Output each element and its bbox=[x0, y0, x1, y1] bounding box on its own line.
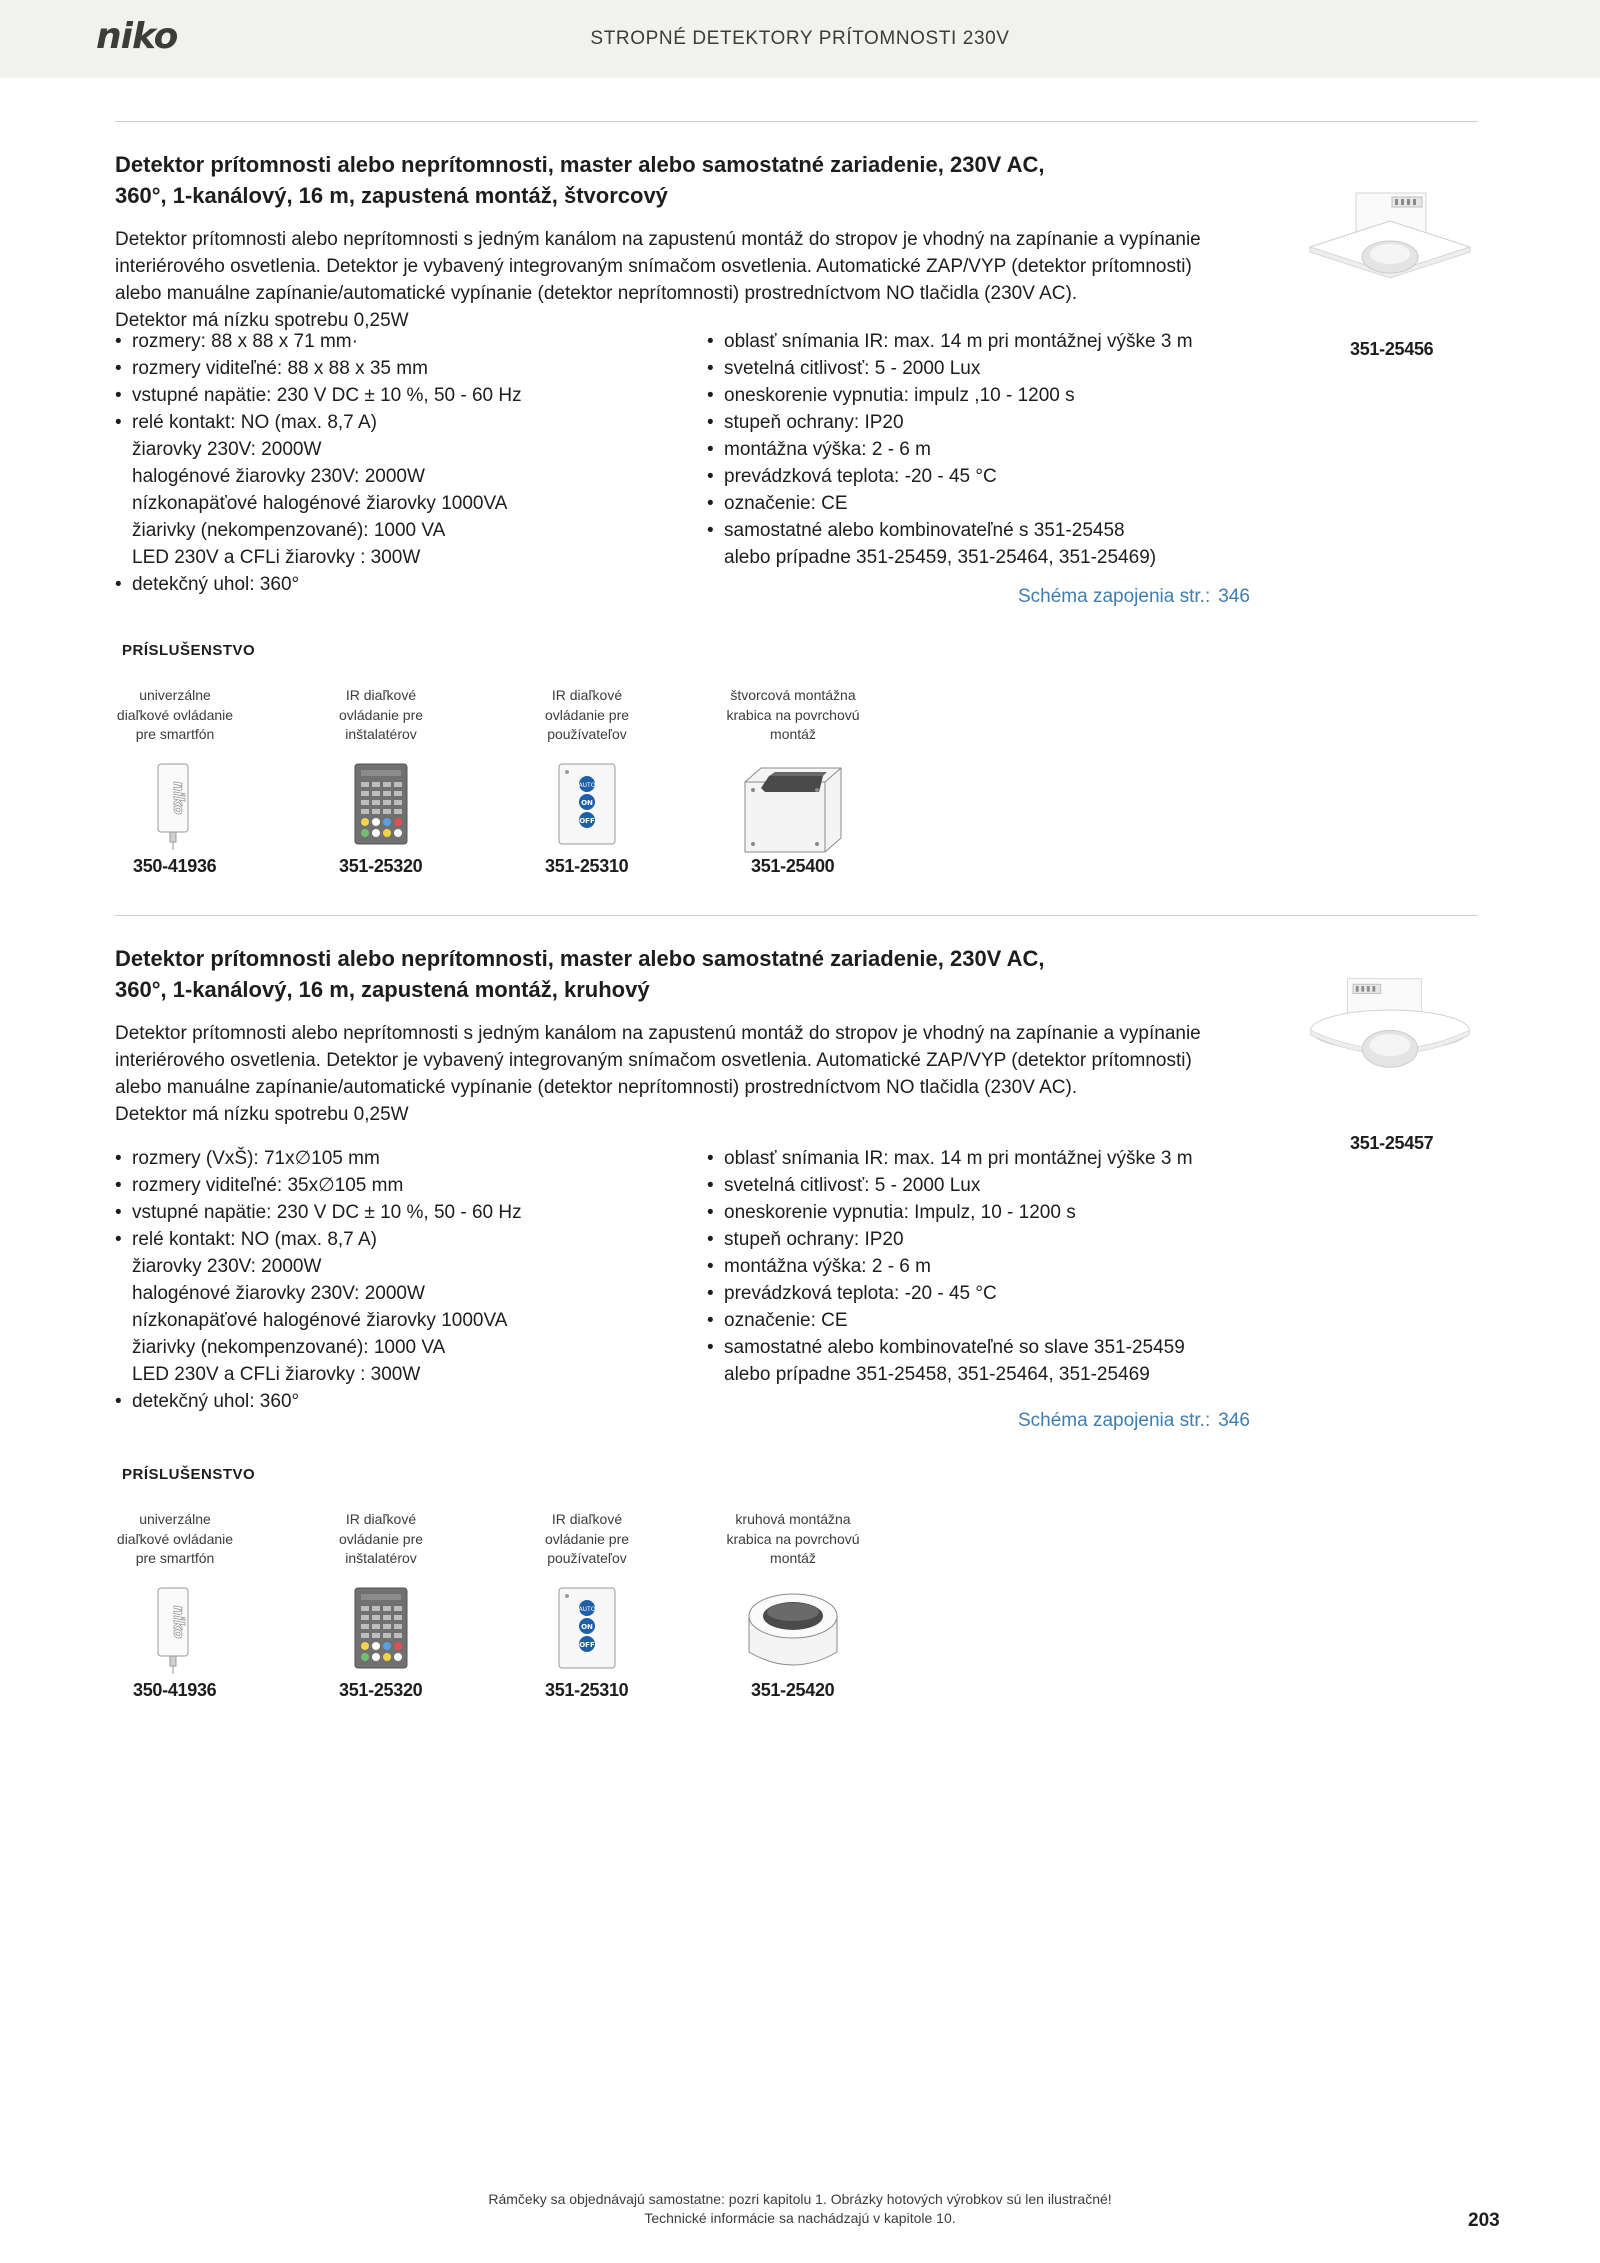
accessory-code: 350-41936 bbox=[133, 856, 217, 876]
accessory-label: IR diaľkové ovládanie pre inštalatérov bbox=[338, 687, 424, 742]
product-code: 351-25456 bbox=[1350, 339, 1434, 359]
product-section-round bbox=[0, 915, 1600, 1735]
spec-item: • rozmery viditeľné: 35x∅105 mm bbox=[115, 1172, 695, 1199]
spec-item: • oneskorenie vypnutia: impulz ,10 - 1200 s bbox=[707, 382, 1267, 409]
schema-page: 346 bbox=[1218, 586, 1250, 607]
page-footer bbox=[0, 2190, 1600, 2228]
page-number: 203 bbox=[1468, 2210, 1500, 2231]
accessory-label: IR diaľkové ovládanie pre používateľov bbox=[544, 1511, 630, 1566]
round-box-icon bbox=[745, 1586, 841, 1676]
spec-list-right bbox=[707, 1145, 1267, 1388]
title-line: Detektor prítomnosti alebo neprítomnosti, master alebo samostatné zariadenie, 230V AC, bbox=[115, 946, 1045, 971]
spec-item: • rozmery (VxŠ): 71x∅105 mm bbox=[115, 1145, 695, 1172]
brand-mark: niko bbox=[170, 781, 186, 815]
product-title bbox=[115, 943, 1215, 1005]
accessory-label: štvorcová montážna krabica na povrchovú montáž bbox=[726, 687, 860, 742]
spec-item: • rozmery: 88 x 88 x 71 mm· bbox=[115, 328, 695, 355]
installer-remote-icon bbox=[353, 1586, 409, 1672]
desc-line: interiérového osvetlenia. Detektor je vybavený integrovaným snímačom osvetlenia. Automatické ZAP/VYP (detektor prítomnosti) bbox=[115, 256, 1192, 277]
accessory-item[interactable] bbox=[497, 686, 677, 876]
footer-note: Rámčeky sa objednávajú samostatne: pozri kapitolu 1. Obrázky hotových výrobkov sú len ilustračné! bbox=[488, 2191, 1112, 2207]
accessory-code: 351-25320 bbox=[339, 1680, 423, 1700]
accessory-label: kruhová montážna krabica na povrchovú montáž bbox=[726, 1511, 860, 1566]
spec-item: • relé kontakt: NO (max. 8,7 A) bbox=[115, 409, 695, 436]
product-section-square bbox=[0, 121, 1600, 941]
spec-item: • oneskorenie vypnutia: Impulz, 10 - 1200 s bbox=[707, 1199, 1267, 1226]
spec-item: • montážna výška: 2 - 6 m bbox=[707, 1253, 1267, 1280]
accessory-item[interactable] bbox=[291, 686, 471, 876]
off-key-label: OFF bbox=[579, 1641, 595, 1649]
spec-item: • vstupné napätie: 230 V DC ± 10 %, 50 - 60 Hz bbox=[115, 1199, 695, 1226]
spec-subitem: žiarivky (nekompenzované): 1000 VA bbox=[132, 1337, 446, 1358]
installer-remote-icon bbox=[353, 762, 409, 848]
spec-item: • samostatné alebo kombinovateľné so slave 351-25459 bbox=[707, 1334, 1267, 1361]
spec-item: • prevádzková teplota: -20 - 45 °C bbox=[707, 1280, 1267, 1307]
spec-subitem: alebo prípadne 351-25458, 351-25464, 351-25469 bbox=[724, 1364, 1150, 1385]
smartphone-remote-icon bbox=[150, 762, 200, 852]
spec-subitem: halogénové žiarovky 230V: 2000W bbox=[132, 466, 425, 487]
spec-subitem: nízkonapäťové halogénové žiarovky 1000VA bbox=[132, 493, 508, 514]
on-key-label: ON bbox=[581, 799, 593, 807]
title-line: 360°, 1-kanálový, 16 m, zapustená montáž, kruhový bbox=[115, 977, 650, 1002]
spec-item: • oblasť snímania IR: max. 14 m pri montážnej výške 3 m bbox=[707, 328, 1267, 355]
spec-list-left bbox=[115, 1145, 695, 1415]
desc-line: alebo manuálne zapínanie/automatické vypínanie (detektor neprítomnosti) prostredníctvom NO tlačidla (230V AC). bbox=[115, 1077, 1078, 1098]
spec-item: • vstupné napätie: 230 V DC ± 10 %, 50 - 60 Hz bbox=[115, 382, 695, 409]
product-description bbox=[115, 1020, 1255, 1128]
spec-item: • stupeň ochrany: IP20 bbox=[707, 409, 1267, 436]
spec-item: • montážna výška: 2 - 6 m bbox=[707, 436, 1267, 463]
user-remote-icon bbox=[557, 1586, 617, 1672]
accessories-title: PRÍSLUŠENSTVO bbox=[122, 1466, 256, 1483]
footer-note: Technické informácie sa nachádzajú v kapitole 10. bbox=[644, 2210, 956, 2226]
spec-item: • detekčný uhol: 360° bbox=[115, 1388, 695, 1415]
auto-key-label: AUTO bbox=[578, 782, 596, 789]
spec-item: • rozmery viditeľné: 88 x 88 x 35 mm bbox=[115, 355, 695, 382]
round-detector-image bbox=[1300, 975, 1480, 1095]
spec-subitem: LED 230V a CFLi žiarovky : 300W bbox=[132, 547, 421, 568]
smartphone-remote-icon bbox=[150, 1586, 200, 1676]
spec-item: • svetelná citlivosť: 5 - 2000 Lux bbox=[707, 1172, 1267, 1199]
off-key-label: OFF bbox=[579, 817, 595, 825]
schema-link[interactable] bbox=[1018, 1410, 1250, 1432]
user-remote-icon bbox=[557, 762, 617, 848]
auto-key-label: AUTO bbox=[578, 1606, 596, 1613]
accessory-item[interactable] bbox=[703, 686, 883, 876]
product-title bbox=[115, 149, 1215, 211]
accessories-title: PRÍSLUŠENSTVO bbox=[122, 642, 256, 659]
spec-item: • prevádzková teplota: -20 - 45 °C bbox=[707, 463, 1267, 490]
accessory-code: 351-25310 bbox=[545, 856, 629, 876]
accessory-label: IR diaľkové ovládanie pre inštalatérov bbox=[338, 1511, 424, 1566]
desc-line: Detektor prítomnosti alebo neprítomnosti s jedným kanálom na zapustenú montáž do stropov je vhodný na zapínanie a vypínanie bbox=[115, 1023, 1201, 1044]
desc-line: Detektor má nízku spotrebu 0,25W bbox=[115, 1104, 409, 1125]
spec-subitem: žiarovky 230V: 2000W bbox=[132, 439, 322, 460]
accessory-code: 351-25310 bbox=[545, 1680, 629, 1700]
spec-item: • stupeň ochrany: IP20 bbox=[707, 1226, 1267, 1253]
spec-item: • detekčný uhol: 360° bbox=[115, 571, 695, 598]
spec-list-right bbox=[707, 328, 1267, 571]
niko-logo: niko bbox=[96, 16, 178, 57]
spec-subitem: nízkonapäťové halogénové žiarovky 1000VA bbox=[132, 1310, 508, 1331]
spec-list-left bbox=[115, 328, 695, 598]
schema-label: Schéma zapojenia str.: bbox=[1018, 1410, 1211, 1431]
spec-item: • oblasť snímania IR: max. 14 m pri montážnej výške 3 m bbox=[707, 1145, 1267, 1172]
spec-subitem: žiarivky (nekompenzované): 1000 VA bbox=[132, 520, 446, 541]
product-description bbox=[115, 226, 1255, 334]
title-line: Detektor prítomnosti alebo neprítomnosti, master alebo samostatné zariadenie, 230V AC, bbox=[115, 152, 1045, 177]
spec-item: • označenie: CE bbox=[707, 490, 1267, 517]
spec-subitem: žiarovky 230V: 2000W bbox=[132, 1256, 322, 1277]
spec-subitem: LED 230V a CFLi žiarovky : 300W bbox=[132, 1364, 421, 1385]
desc-line: Detektor prítomnosti alebo neprítomnosti s jedným kanálom na zapustenú montáž do stropov je vhodný na zapínanie a vypínanie bbox=[115, 229, 1201, 250]
accessory-item[interactable] bbox=[497, 1510, 677, 1700]
accessory-code: 351-25320 bbox=[339, 856, 423, 876]
accessory-item[interactable] bbox=[703, 1510, 883, 1700]
square-box-icon bbox=[741, 762, 845, 854]
schema-page: 346 bbox=[1218, 1410, 1250, 1431]
accessory-code: 350-41936 bbox=[133, 1680, 217, 1700]
spec-subitem: halogénové žiarovky 230V: 2000W bbox=[132, 1283, 425, 1304]
accessory-item[interactable] bbox=[85, 1510, 265, 1700]
desc-line: alebo manuálne zapínanie/automatické vypínanie (detektor neprítomnosti) prostredníctvom NO tlačidla (230V AC). bbox=[115, 283, 1078, 304]
square-detector-image bbox=[1300, 181, 1480, 301]
on-key-label: ON bbox=[581, 1623, 593, 1631]
accessory-code: 351-25420 bbox=[751, 1680, 835, 1700]
spec-item: • svetelná citlivosť: 5 - 2000 Lux bbox=[707, 355, 1267, 382]
brand-mark: niko bbox=[170, 1605, 186, 1639]
spec-item: • relé kontakt: NO (max. 8,7 A) bbox=[115, 1226, 695, 1253]
accessory-code: 351-25400 bbox=[751, 856, 835, 876]
accessory-label: univerzálne diaľkové ovládanie pre smartfón bbox=[116, 687, 234, 742]
spec-subitem: alebo prípadne 351-25459, 351-25464, 351-25469) bbox=[724, 547, 1157, 568]
spec-item: • samostatné alebo kombinovateľné s 351-25458 bbox=[707, 517, 1267, 544]
accessory-label: IR diaľkové ovládanie pre používateľov bbox=[544, 687, 630, 742]
spec-item: • označenie: CE bbox=[707, 1307, 1267, 1334]
page-header-title: STROPNÉ DETEKTORY PRÍTOMNOSTI 230V bbox=[590, 28, 1010, 49]
accessory-item[interactable] bbox=[291, 1510, 471, 1700]
title-line: 360°, 1-kanálový, 16 m, zapustená montáž, štvorcový bbox=[115, 183, 668, 208]
schema-link[interactable] bbox=[1018, 586, 1250, 608]
header-bar bbox=[0, 0, 1600, 78]
product-code: 351-25457 bbox=[1350, 1133, 1434, 1153]
accessory-label: univerzálne diaľkové ovládanie pre smartfón bbox=[116, 1511, 234, 1566]
desc-line: Detektor má nízku spotrebu 0,25W bbox=[115, 310, 409, 331]
desc-line: interiérového osvetlenia. Detektor je vybavený integrovaným snímačom osvetlenia. Automatické ZAP/VYP (detektor prítomnosti) bbox=[115, 1050, 1192, 1071]
schema-label: Schéma zapojenia str.: bbox=[1018, 586, 1211, 607]
accessory-item[interactable] bbox=[85, 686, 265, 876]
